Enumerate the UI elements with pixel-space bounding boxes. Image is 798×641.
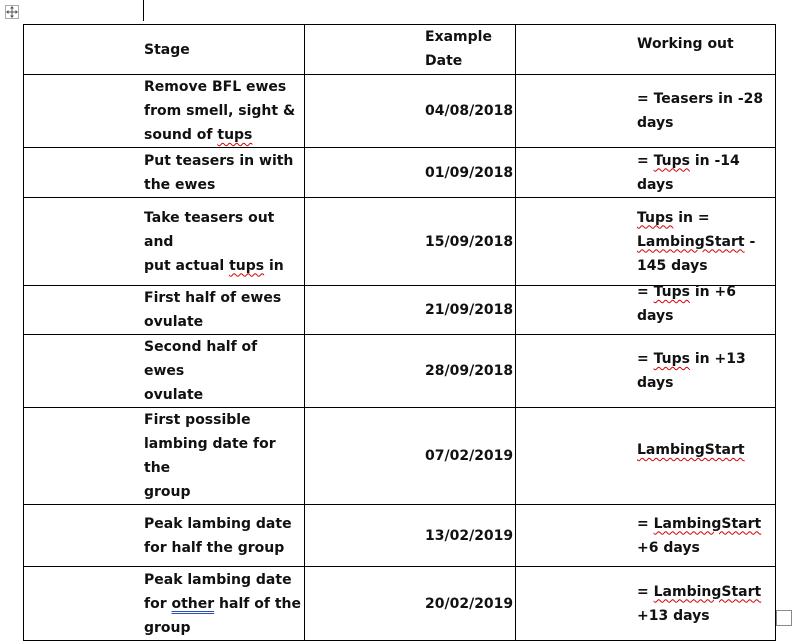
spelling-flagged-word: LambingStart <box>637 233 745 250</box>
date-text: 15/09/2018 <box>425 233 514 250</box>
working-text: = <box>637 583 654 600</box>
working-text: in +13 <box>689 351 746 367</box>
working-cell[interactable] <box>516 198 776 286</box>
stage-text: ovulate <box>144 314 204 330</box>
header-stage[interactable] <box>24 25 305 75</box>
date-cell[interactable] <box>305 198 516 286</box>
working-text: in = <box>673 209 710 226</box>
text-cursor <box>143 0 144 21</box>
header-row <box>24 25 776 75</box>
stage-cell[interactable] <box>24 335 305 408</box>
stage-text: group <box>144 619 191 636</box>
stage-text: First half of ewes <box>144 290 282 306</box>
stage-cell[interactable] <box>24 198 305 286</box>
spelling-flagged-word: Tups <box>653 284 690 300</box>
spelling-flagged-word: tups <box>217 127 253 143</box>
working-text: - <box>744 233 756 250</box>
working-text: in -14 days <box>637 152 740 193</box>
stage-text: the ewes <box>144 176 216 193</box>
stage-cell[interactable] <box>24 75 305 148</box>
stage-text: sound of <box>144 127 218 143</box>
working-cell[interactable] <box>516 148 776 198</box>
working-cell[interactable] <box>516 335 776 408</box>
working-text: in +6 days <box>637 284 736 324</box>
table-resize-handle[interactable] <box>776 610 792 626</box>
date-text: 01/09/2018 <box>425 164 514 181</box>
date-text: 07/02/2019 <box>425 448 514 464</box>
date-cell[interactable] <box>305 408 516 505</box>
stage-text: Take teasers out and <box>144 209 275 250</box>
grammar-flagged-word: other <box>171 595 215 612</box>
date-cell[interactable] <box>305 75 516 148</box>
table-row <box>24 408 776 505</box>
working-text: = <box>637 284 654 300</box>
working-text: 145 days <box>637 257 708 274</box>
spelling-flagged-word: LambingStart <box>653 515 762 532</box>
header-working[interactable] <box>516 25 776 75</box>
stage-cell[interactable] <box>24 148 305 198</box>
spelling-flagged-word: Tups <box>653 152 690 169</box>
stage-text: Put teasers in with <box>144 152 294 169</box>
stage-text: for half the group <box>144 539 285 556</box>
move-arrows-icon <box>6 6 18 18</box>
stage-text: group <box>144 484 191 500</box>
table-row <box>24 148 776 198</box>
stage-text: Peak lambing date <box>144 515 292 532</box>
spelling-flagged-word: Tups <box>653 351 690 367</box>
table-row <box>24 335 776 408</box>
date-text: 21/09/2018 <box>425 302 514 318</box>
working-text: = <box>637 515 654 532</box>
stage-cell[interactable] <box>24 567 305 641</box>
spelling-flagged-word: LambingStart <box>653 583 762 600</box>
working-cell[interactable] <box>516 286 776 335</box>
table-row <box>24 198 776 286</box>
lambing-schedule-table <box>23 24 776 641</box>
spelling-flagged-word: LambingStart <box>637 442 745 458</box>
table-row <box>24 567 776 641</box>
spelling-flagged-word: Tups <box>637 209 674 226</box>
stage-text: from smell, sight & <box>144 103 296 119</box>
header-date[interactable] <box>305 25 516 75</box>
stage-text: Peak lambing date <box>144 571 292 588</box>
date-cell[interactable] <box>305 286 516 335</box>
date-text: 28/09/2018 <box>425 363 514 379</box>
table-row <box>24 75 776 148</box>
working-text: = <box>637 152 654 169</box>
table-row <box>24 505 776 567</box>
stage-text: ovulate <box>144 387 204 403</box>
stage-text: First possible <box>144 412 251 428</box>
stage-cell[interactable] <box>24 408 305 505</box>
working-text: +13 days <box>637 607 710 624</box>
header-date-line2: Date <box>425 53 463 69</box>
date-text: 04/08/2018 <box>425 103 514 119</box>
header-working-label: Working out <box>637 35 734 52</box>
date-cell[interactable] <box>305 505 516 567</box>
date-cell[interactable] <box>305 148 516 198</box>
stage-text: for <box>144 595 172 612</box>
table-row <box>24 286 776 335</box>
date-text: 20/02/2019 <box>425 595 514 612</box>
table-move-handle[interactable] <box>5 5 19 19</box>
working-text: = <box>637 351 654 367</box>
date-text: 13/02/2019 <box>425 527 514 544</box>
date-cell[interactable] <box>305 335 516 408</box>
stage-cell[interactable] <box>24 286 305 335</box>
date-cell[interactable] <box>305 567 516 641</box>
spelling-flagged-word: tups <box>229 257 265 274</box>
stage-text: in <box>264 257 284 274</box>
stage-text: lambing date for the <box>144 436 276 476</box>
stage-text: put actual <box>144 257 230 274</box>
header-stage-label: Stage <box>144 41 190 58</box>
working-text: days <box>637 115 674 131</box>
stage-text: Second half of ewes <box>144 339 258 379</box>
stage-text: half of the <box>214 595 301 612</box>
working-text: = Teasers in -28 <box>637 91 764 107</box>
working-cell[interactable] <box>516 408 776 505</box>
stage-text: Remove BFL ewes <box>144 79 287 95</box>
working-cell[interactable] <box>516 567 776 641</box>
working-text: days <box>637 375 674 391</box>
working-text: +6 days <box>637 539 700 556</box>
working-cell[interactable] <box>516 75 776 148</box>
stage-cell[interactable] <box>24 505 305 567</box>
header-date-line1: Example <box>425 29 492 45</box>
working-cell[interactable] <box>516 505 776 567</box>
